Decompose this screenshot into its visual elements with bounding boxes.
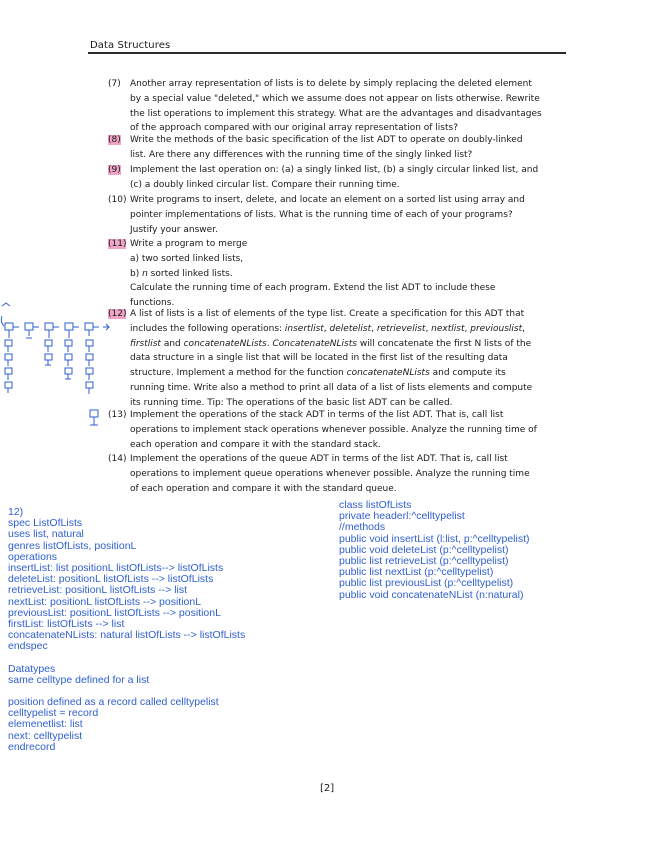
handwritten-line: same celltype defined for a list: [8, 673, 150, 686]
handwritten-line: uses list, natural: [8, 528, 84, 541]
exercise-number-label: (14): [108, 454, 127, 464]
exercise-12: [108, 307, 566, 411]
exercise-line: firstlist and concatenateNLists. ConcatenateNLists will concatenate the first N lists of the: [130, 338, 532, 349]
exercise-14: [108, 452, 566, 496]
exercise-number-label: (9): [108, 165, 121, 175]
handwritten-line: next: celltypelist: [8, 729, 83, 742]
handwritten-line: class listOfLists: [339, 499, 412, 511]
handwritten-line: public void deleteList (p:^celltypelist): [339, 543, 509, 556]
linked-list-sketch: [0, 298, 135, 428]
exercise-line: pointer implementations of lists. What is the running time of each of your programs?: [130, 209, 513, 220]
handwritten-class: [339, 500, 530, 601]
exercise-line: each operation and compare it with the standard stack.: [130, 439, 381, 450]
handwritten-line: nextList: positionL listOfLists --> positionL: [8, 595, 202, 608]
exercise-number: [108, 163, 130, 178]
exercise-11: [108, 237, 566, 311]
exercise-line: operations to implement stack operations whenever possible. Analyze the running time of: [130, 424, 537, 435]
handwritten-line: deleteList: positionL listOfLists --> listOfLists: [8, 573, 214, 586]
exercise-line: a) two sorted linked lists,: [130, 253, 244, 264]
exercise-line: Implement the last operation on: (a) a singly linked list, (b) a singly circular linked list, and: [130, 165, 539, 175]
exercise-line: Implement the operations of the stack ADT in terms of the list ADT. That is, call list: [130, 410, 504, 420]
exercise-line: of the approach compared with our original array representation of lists?: [130, 123, 458, 134]
exercise-number-label: (13): [108, 410, 127, 420]
handwritten-line: retrieveList: positionL listOfLists --> list: [8, 584, 188, 597]
exercise-10: [108, 193, 566, 237]
exercise-13: [108, 408, 566, 452]
handwritten-line: public list previousList (p:^celltypelist): [339, 577, 514, 590]
handwritten-line: genres listOfLists, positionL: [8, 539, 137, 552]
handwritten-spec: [8, 507, 245, 753]
exercise-line: operations to implement queue operations whenever possible. Analyze the running time: [130, 468, 530, 479]
exercise-line: by a special value "deleted," which we assume does not appear on lists otherwise. Rewrite: [130, 93, 540, 104]
handwritten-line: operations: [8, 550, 58, 563]
exercise-number-label: (7): [108, 79, 121, 89]
handwritten-line: [8, 653, 245, 664]
exercise-line: (c) a doubly linked circular list. Compare their running time.: [130, 179, 400, 190]
exercise-line: b) n sorted linked lists.: [130, 268, 233, 279]
page-number: [2]: [320, 783, 335, 794]
exercise-line: Implement the operations of the queue ADT in terms of the list ADT. That is, call list: [130, 454, 508, 464]
exercise-line: its running time. Tip: The operations of the basic list ADT can be called.: [130, 397, 453, 408]
handwritten-line: position defined as a record called celltypelist: [8, 696, 219, 709]
handwritten-line: celltypelist = record: [8, 707, 99, 720]
exercise-number: [108, 452, 130, 467]
exercise-number: [108, 133, 130, 148]
handwritten-line: //methods: [339, 521, 386, 534]
exercise-line: of each operation and compare it with the standard queue.: [130, 483, 397, 494]
exercise-line: Calculate the running time of each program. Extend the list ADT to include these: [130, 283, 496, 294]
exercise-line: Another array representation of lists is to delete by simply replacing the deleted element: [130, 79, 532, 89]
exercise-number-label: (10): [108, 195, 127, 205]
exercise-line: data structure in a single list that will be located in the first list of the resulting data: [130, 353, 508, 364]
exercise-line: list. Are there any differences with the running time of the singly linked list?: [130, 149, 473, 160]
exercise-9: [108, 163, 566, 193]
exercise-number-label: (8): [108, 135, 121, 145]
exercise-line: running time. Write also a method to print all data of a list of lists elements and compute: [130, 382, 533, 393]
running-header: Data Structures: [90, 40, 171, 51]
exercise-line: includes the following operations: insertlist, deletelist, retrievelist, nextlist, previouslist,: [130, 323, 526, 334]
handwritten-line: public void concatenateNList (n:natural): [339, 588, 524, 601]
exercise-number: [108, 77, 130, 92]
exercise-number-label: (11): [108, 239, 127, 249]
exercise-line: Justify your answer.: [130, 224, 218, 235]
exercise-line: Write the methods of the basic specification of the list ADT to operate on doubly-linked: [130, 135, 523, 145]
handwritten-line: public void insertList (l:list, p:^celltypelist): [339, 532, 530, 545]
handwritten-line: endspec: [8, 640, 48, 653]
handwritten-line: concatenateNLists: natural listOfLists --> listOfLists: [8, 629, 246, 642]
handwritten-line: public list retrieveList (p:^celltypelist): [339, 555, 509, 568]
exercise-7: [108, 77, 566, 136]
handwritten-line: insertList: list positionL listOfLists--> listOfLists: [8, 562, 224, 575]
handwritten-line: previousList: positionL listOfLists --> positionL: [8, 606, 221, 619]
exercise-8: [108, 133, 566, 163]
exercise-line: Write programs to insert, delete, and locate an element on a sorted list using array and: [130, 195, 525, 205]
handwritten-line: endrecord: [8, 740, 56, 753]
exercise-line: A list of lists is a list of elements of the type list. Create a specification for this ADT that: [130, 309, 525, 319]
exercise-line: functions.: [130, 298, 175, 309]
header-rule: [88, 52, 566, 54]
handwritten-line: 12): [8, 506, 24, 518]
exercise-number-label: (12): [108, 309, 127, 319]
exercise-number: [108, 237, 130, 252]
exercise-line: structure. Implement a method for the function concatenateNLists and compute its: [130, 368, 506, 379]
handwritten-line: spec ListOfLists: [8, 517, 83, 530]
exercise-line: Write a program to merge: [130, 239, 248, 249]
handwritten-line: Datatypes: [8, 662, 56, 675]
handwritten-line: private headerl:^celltypelist: [339, 510, 465, 523]
exercise-number: [108, 193, 130, 208]
handwritten-line: firstList: listOfLists --> list: [8, 618, 125, 631]
handwritten-line: elemenetlist: list: [8, 718, 83, 731]
handwritten-line: public list nextList (p:^celltypelist): [339, 566, 494, 579]
exercise-line: the list operations to implement this strategy. What are the advantages and disadvantages: [130, 108, 542, 119]
